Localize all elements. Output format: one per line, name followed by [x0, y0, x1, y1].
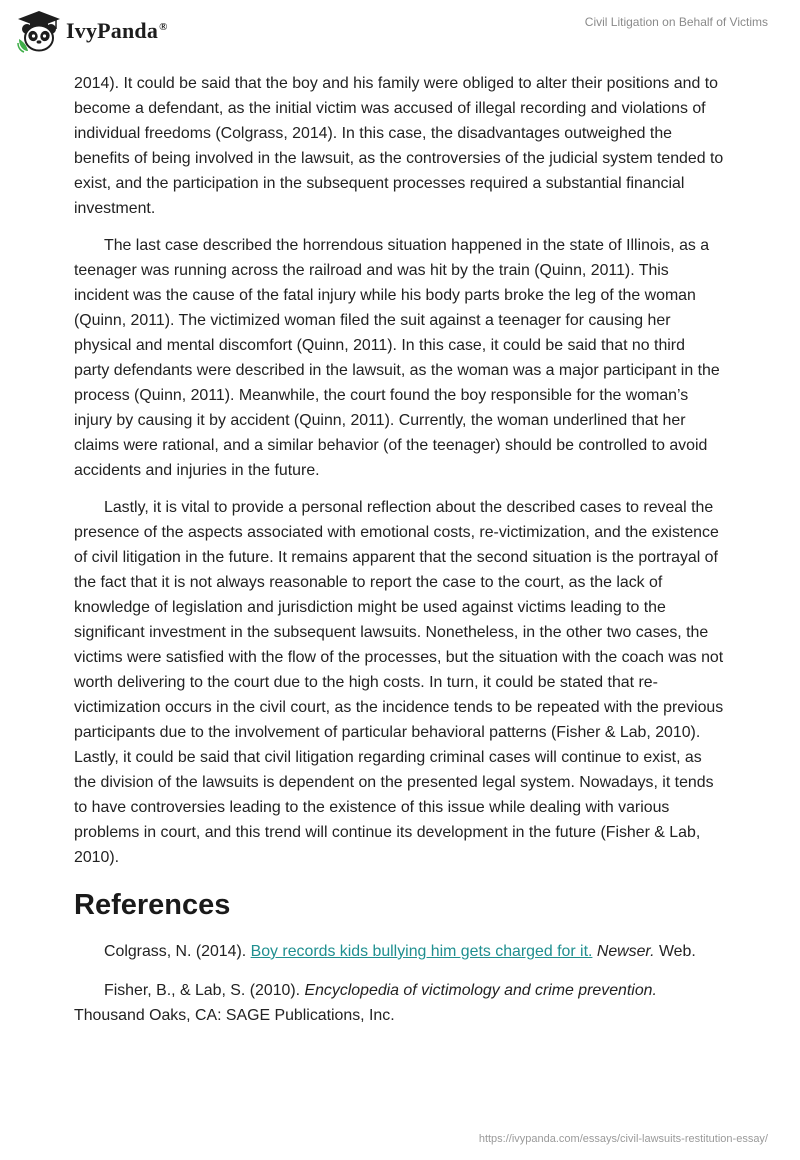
reference-tail: Web. — [654, 943, 696, 960]
ivypanda-logo[interactable] — [16, 9, 168, 53]
brand-name: IvyPanda — [66, 18, 159, 43]
registered-mark: ® — [159, 20, 168, 33]
logo-text — [66, 18, 168, 44]
reference-source: Newser. — [592, 943, 655, 960]
reference-item — [74, 939, 724, 964]
reference-title: Encyclopedia of victimology and crime prevention. — [304, 982, 657, 999]
references-heading: References — [74, 889, 231, 921]
panda-graduate-icon — [16, 9, 62, 53]
page-header — [0, 0, 800, 70]
reference-item — [74, 978, 724, 1028]
reference-authors: Fisher, B., & Lab, S. (2010). — [104, 982, 305, 999]
reference-link[interactable]: Boy records kids bullying him gets charged for it. — [250, 943, 593, 960]
body-paragraph: 2014). It could be said that the boy and his family were obliged to alter their positions and to become a defendant, as the initial victim was accused of illegal recording and violations of individual freedoms (Colgrass, 2014). In this case, the disadvantages outweighed the benefits of being involved in the lawsuit, as the controversies of the judicial system tended to exist, and the participation in the subsequent processes required a substantial financial investment. — [74, 75, 724, 217]
body-paragraph: Lastly, it is vital to provide a personal reflection about the described cases to reveal the presence of the aspects associated with emotional costs, re-victimization, and the existence of civil litigation in the future. It remains apparent that the second situation is the portrayal of the fact that it is not always reasonable to report the case to the court, as the lack of knowledge of legislation and jurisdiction might be used against victims leading to the significant investment in the subsequent lawsuits. Nonetheless, in the other two cases, the victims were satisfied with the flow of the processes, but the situation with the coach was not worth delivering to the court due to the high costs. In turn, it could be stated that re-victimization occurs in the civil court, as the incidence tends to be repeated with the previous participants due to the involvement of particular behavioral patterns (Fisher & Lab, 2010). Lastly, it could be said that civil litigation regarding criminal cases will continue to exist, as the division of the lawsuits is dependent on the presented legal system. Nowadays, it tends to have controversies leading to the existence of this issue while dealing with various problems in court, and this trend will continue its development in the future (Fisher & Lab, 2010). — [74, 499, 724, 866]
body-paragraph: The last case described the horrendous situation happened in the state of Illinois, as a teenager was running across the railroad and was hit by the train (Quinn, 2011). This incident was the cause of the fatal injury while his body parts broke the leg of the woman (Quinn, 2011). The victimized woman filed the suit against a teenager for causing her physical and mental discomfort (Quinn, 2011). In this case, it could be said that no third party defendants were described in the lawsuit, as the woman was a major participant in the process (Quinn, 2011). Meanwhile, the court found the boy responsible for the woman’s injury by causing it by accident (Quinn, 2011). Currently, the woman underlined that her claims were rational, and a similar behavior (of the teenager) should be controlled to avoid accidents and injuries in the future. — [74, 237, 720, 479]
reference-tail: Thousand Oaks, CA: SAGE Publications, Inc. — [74, 1007, 395, 1024]
footer-url: https://ivypanda.com/essays/civil-lawsuits-restitution-essay/ — [478, 1133, 768, 1145]
essay-content — [74, 71, 724, 1042]
reference-authors: Colgrass, N. (2014). — [104, 943, 251, 960]
document-title: Civil Litigation on Behalf of Victims — [584, 15, 768, 29]
